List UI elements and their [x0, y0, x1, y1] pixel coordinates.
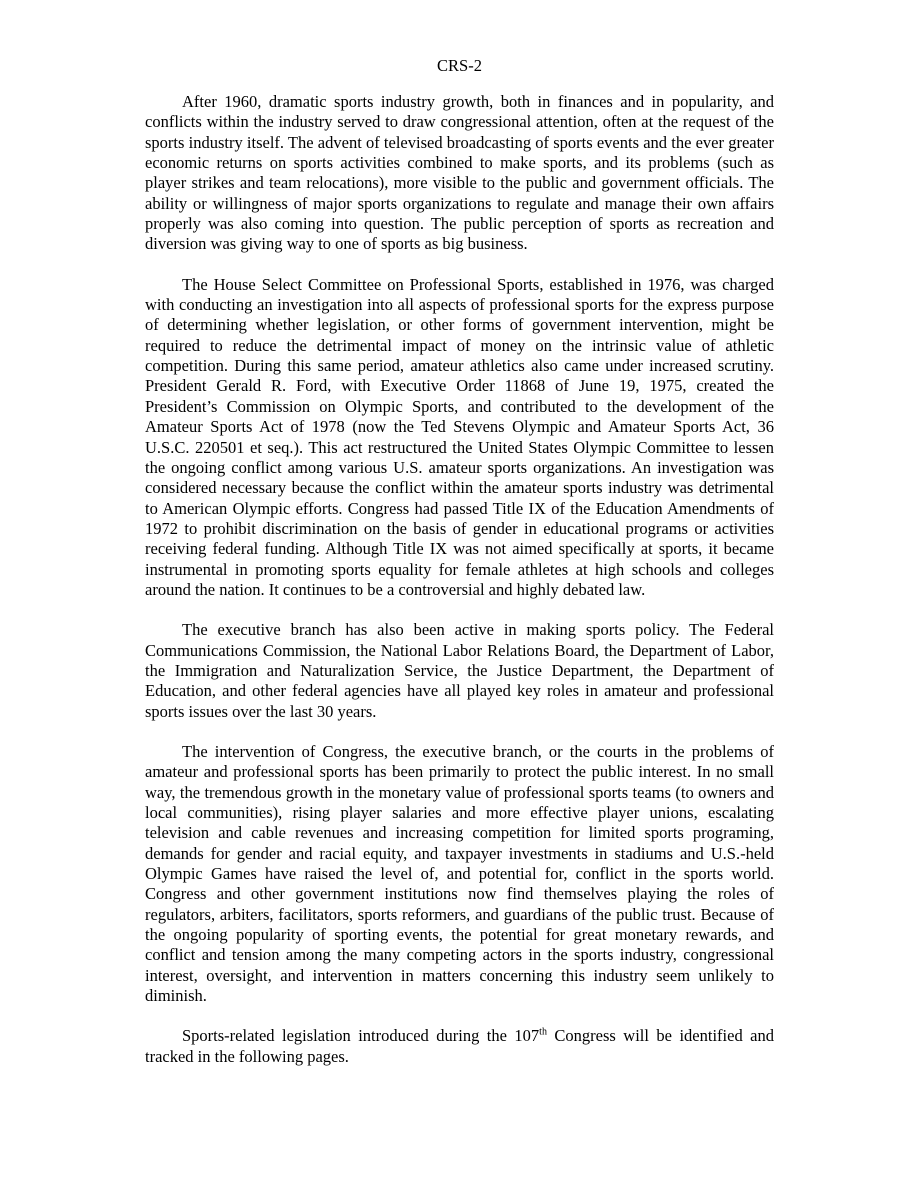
- legislation-text-after: Congress will be identified and tracked in the following pages.: [145, 1026, 774, 1066]
- document-page: [145, 56, 774, 1067]
- paragraph-house-select-committee: The House Select Committee on Professional Sports, established in 1976, was charged with conducting an investigation into all aspects of professional sports for the express purpose of determining whether legislation, or other forms of government intervention, might be required to reduce the detrimental impact of money on the intrinsic value of athletic competition. During this same period, amateur athletics also came under increased scrutiny. President Gerald R. Ford, with Executive Order 11868 of June 19, 1975, created the President’s Commission on Olympic Sports, and contributed to the development of the Amateur Sports Act of 1978 (now the Ted Stevens Olympic and Amateur Sports Act, 36 U.S.C. 220501 et seq.). This act restructured the United States Olympic Committee to lessen the ongoing conflict among various U.S. amateur sports organizations. An investigation was considered necessary because the conflict within the amateur sports industry was detrimental to American Olympic efforts. Congress had passed Title IX of the Education Amendments of 1972 to prohibit discrimination on the basis of gender in educational programs or activities receiving federal funding. Although Title IX was not aimed specifically at sports, it became instrumental in promoting sports equality for female athletes at high schools and colleges around the nation. It continues to be a controversial and highly debated law.: [145, 274, 774, 599]
- paragraph-sports-industry-growth: After 1960, dramatic sports industry growth, both in finances and in popularity, and conflicts within the industry served to draw congressional attention, often at the request of the sports industry itself. The advent of televised broadcasting of sports events and the ever greater economic returns on sports activities combined to make sports, and its problems (such as player strikes and team relocations), more visible to the public and government officials. The ability or willingness of major sports organizations to regulate and manage their own affairs properly was also coming into question. The public perception of sports as recreation and diversion was giving way to one of sports as big business.: [145, 92, 774, 254]
- paragraph-intervention-of-congress: The intervention of Congress, the executive branch, or the courts in the problems of amateur and professional sports has been primarily to protect the public interest. In no small way, the tremendous growth in the monetary value of professional sports teams (to owners and local communities), rising player salaries and more effective player unions, escalating television and cable revenues and increasing competition for limited sports programing, demands for gender and racial equity, and taxpayer investments in stadiums and U.S.-held Olympic Games have raised the level of, and potential for, conflict in the sports world. Congress and other government institutions now find themselves playing the roles of regulators, arbiters, facilitators, sports reformers, and guardians of the public trust. Because of the ongoing popularity of sporting events, the potential for great monetary rewards, and conflict and tension among the many competing actors in the sports industry, congressional interest, oversight, and intervention in matters concerning this industry seem unlikely to diminish.: [145, 741, 774, 1006]
- paragraph-legislation-tracking: [145, 1026, 774, 1067]
- paragraph-executive-branch: The executive branch has also been active in making sports policy. The Federal Communications Commission, the National Labor Relations Board, the Department of Labor, the Immigration and Naturalization Service, the Justice Department, the Department of Education, and other federal agencies have all played key roles in amateur and professional sports issues over the last 30 years.: [145, 620, 774, 721]
- legislation-text-before: Sports-related legislation introduced during the 107: [182, 1026, 540, 1046]
- ordinal-superscript: th: [539, 1026, 547, 1038]
- page-number-header: CRS-2: [437, 56, 482, 75]
